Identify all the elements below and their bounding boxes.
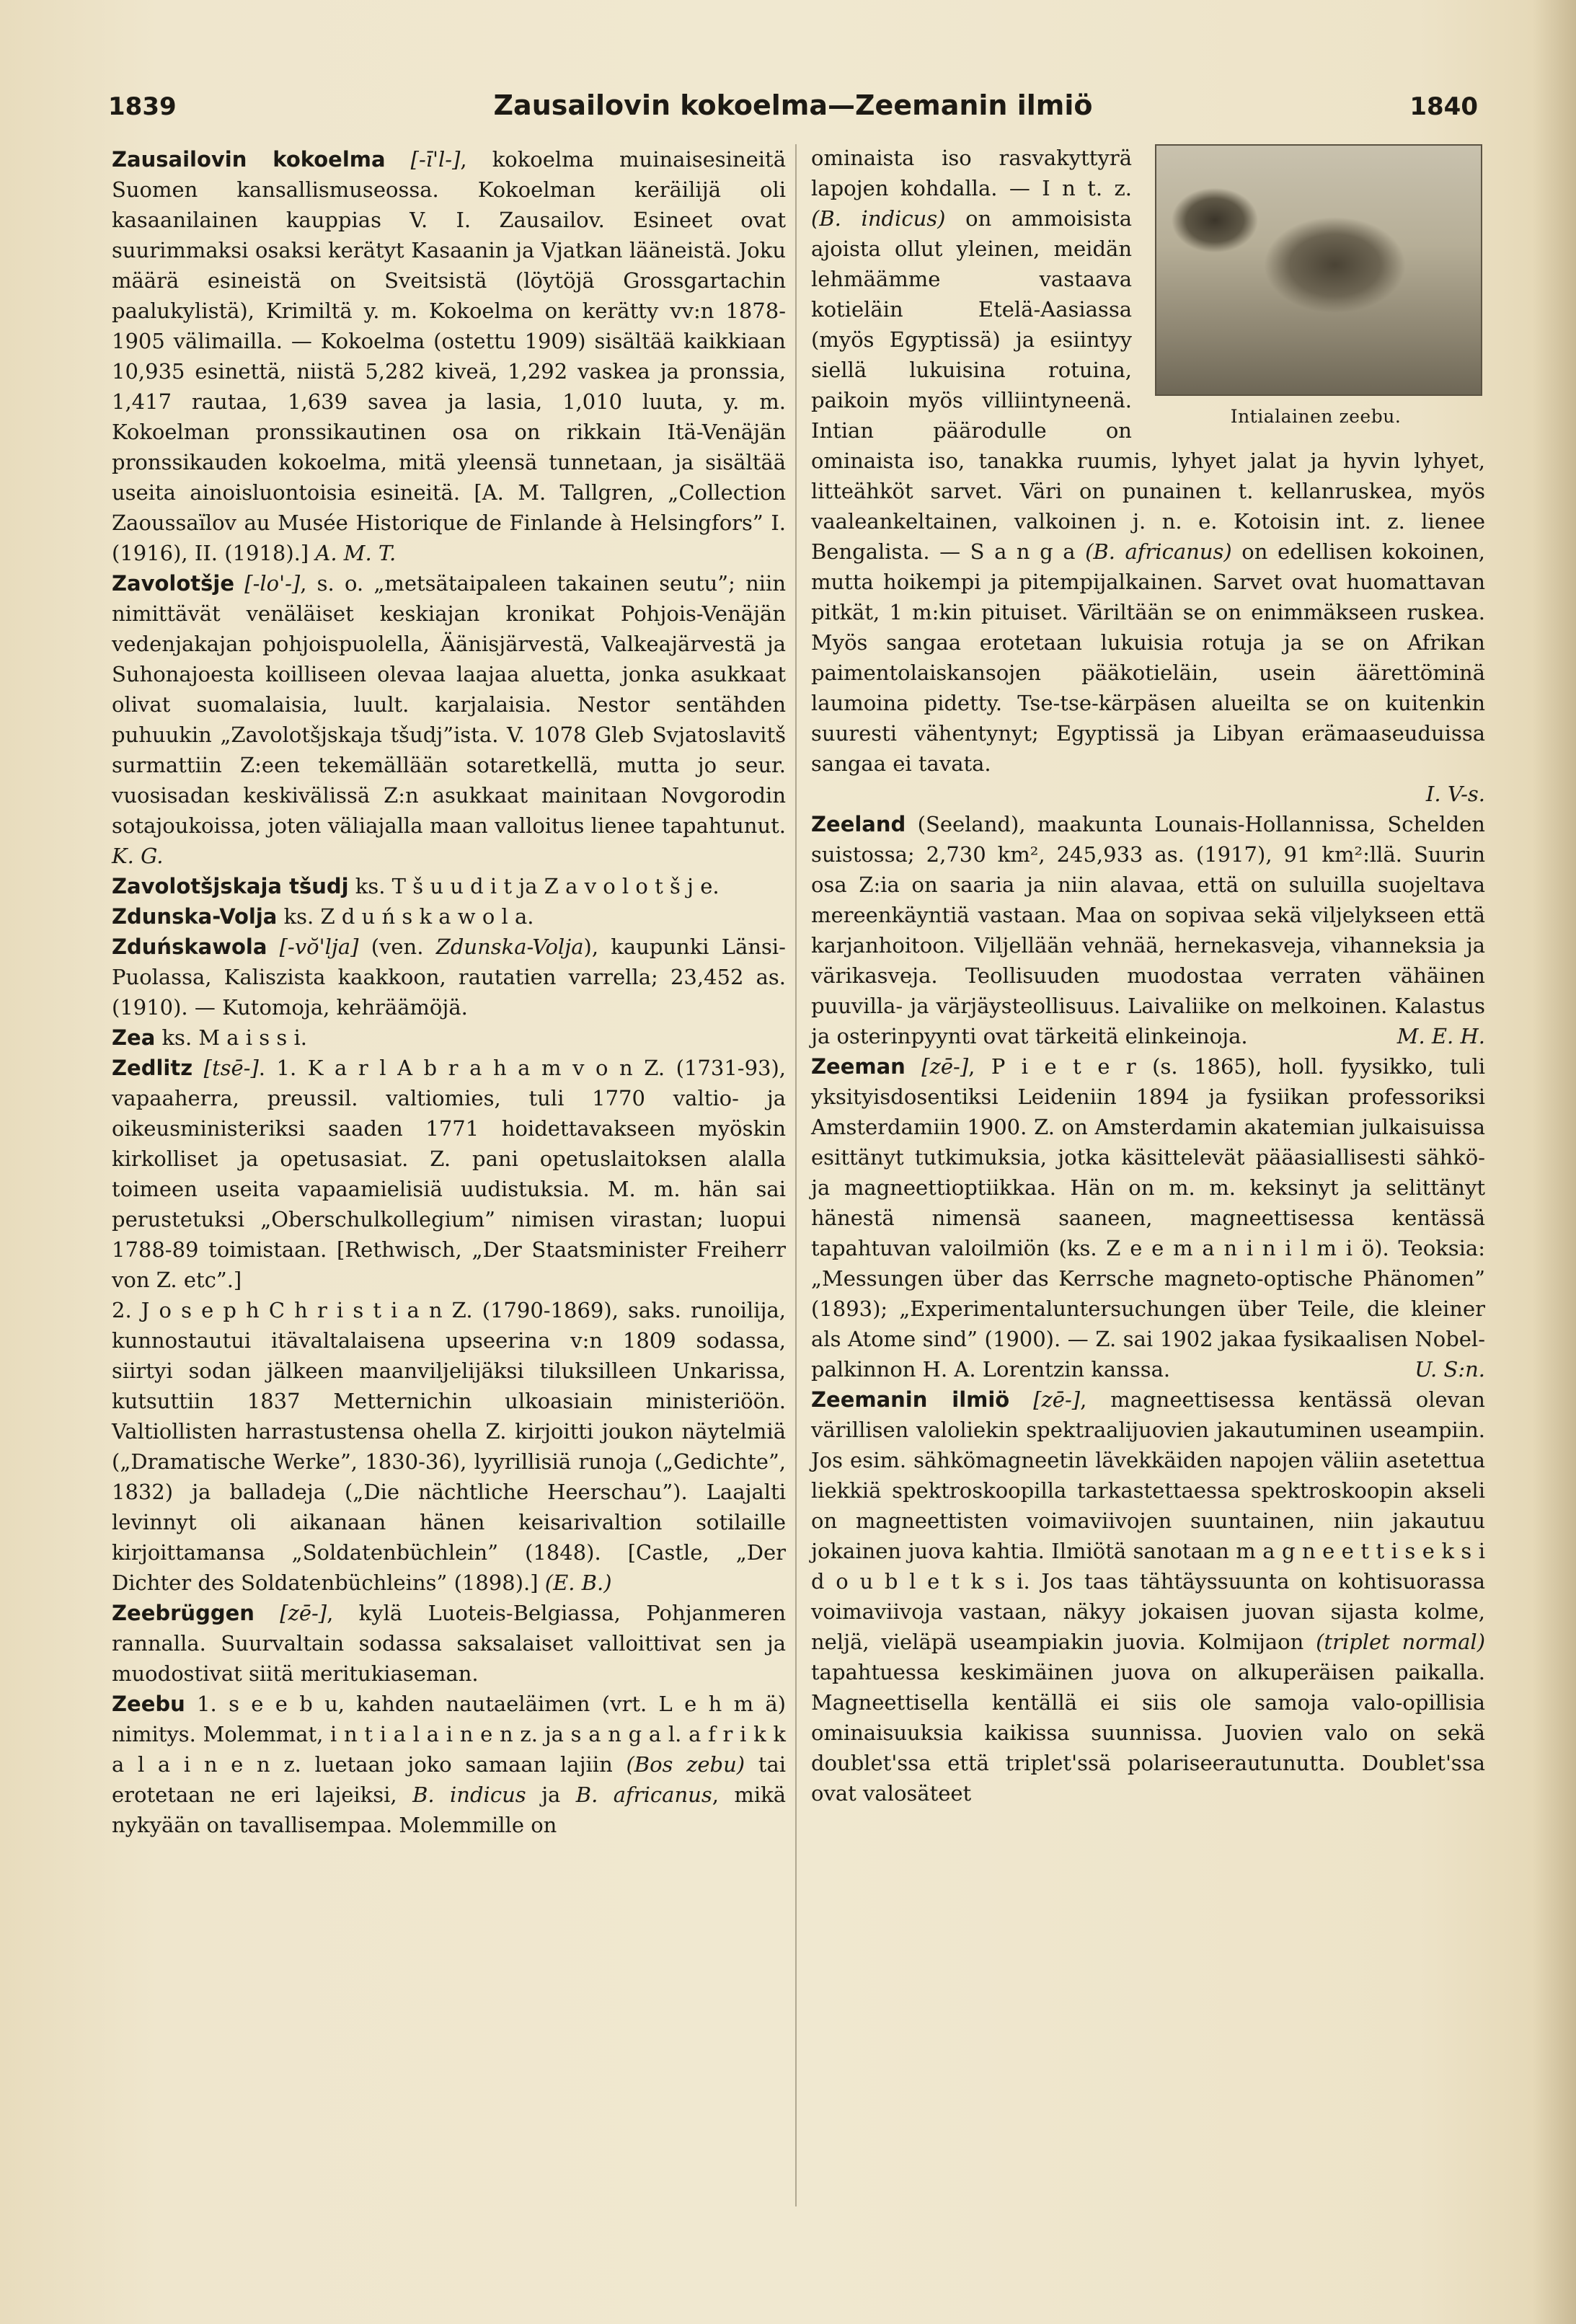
right-column-paragraph: Zeeland (Seeland), maakunta Lounais-Hollannissa, Schelden suistossa; 2,730 km², 245,933 as. (1917), 91 km²:llä. Suurin osa Z:ia on saaria ja niin alavaa, että on suluilla suojeltava mereenkäyntiä vastaan. Maa on sopivaa sekä viljelykseen että karjanhoitoon. Viljellään vehnää, hernekasveja, vihanneksia ja värikasveja. Teollisuuden muodostaa verraten vähäinen puuvilla- ja värjäysteollisuus. Laivaliike on melkoinen. Kalastus ja osterinpyynti ovat tärkeitä elinkeinoja. M. E. H. xyxy=(811,812,1485,1048)
left-column-paragraph: Zeebu 1. s e e b u, kahden nautaeläimen (vrt. L e h m ä) nimitys. Molemmat, i n t i a l a i n e n z. ja s a n g a l. a f r i k k a l a i n e n z. luetaan joko samaan lajiin (Bos zebu) tai erotetaan ne eri lajeiksi, B. indicus ja B. africanus, mikä nykyään on tavallisempaa. Molemmille on xyxy=(112,1692,787,1837)
right-column-paragraph: ominaista iso rasvakyttyrä lapojen kohdalla. — I n t. z. (B. indicus) on ammoisista ajoista ollut yleinen, meidän lehmäämme vastaava kotieläin Etelä-Aasiassa (myös Egyptissä) ja esiintyy siellä lukuisina rotuina, paikoin myös villiintyneenä. Intian päärodulle on ominaista iso, tanakka ruumis, lyhyet jalat ja hyvin lyhyet, litteähköt sarvet. Väri on punainen t. kellanruskea, myös vaaleankeltainen, valkoinen j. n. e. Kotoisin int. z. lienee Bengalista. — S a n g a (B. africanus) on edellisen kokoinen, mutta hoikempi ja pitempijalkainen. Sarvet ovat huomattavan pitkät, 1 m:kin pituiset. Väriltään se on enimmäkseen ruskea. Myös sangaa erotetaan lukuisia rotuja ja se on Afrikan paimentolaiskansojen pääkotieläin, usein äärettöminä laumoina pidetty. Tse-tse-kärpäsen alueilta se on kuitenkin suuresti vähentynyt; Egyptissä ja Libyan erämaaseuduissa sangaa ei tavata. xyxy=(811,146,1486,776)
right-column-paragraph: Zeeman [zē-], P i e t e r (s. 1865), holl. fyysikko, tuli yksityisdosentiksi Leideniin 1894 ja fysiikan professoriksi Amsterdamiin 1900. Z. on Amsterdamin akatemian julkaisuissa esittänyt tutkimuksia, jotka käsittelevät pääasiallisesti sähkö- ja magneettioptiikkaa. Hän on m. m. keksinyt ja selittänyt hänestä nimensä saaneen, magneettisessa kentässä tapahtuvan valoilmiön (ks. Z e e m a n i n i l m i ö). Teoksia: „Messungen über das Kerrsche magneto-optische Phänomen” (1893); „Experimentaluntersuchungen über Teile, die kleiner als Atome sind” (1900). — Z. sai 1902 jakaa fysikaalisen Nobel-palkinnon H. A. Lorentzin kanssa. U. S:n. xyxy=(811,1054,1486,1382)
right-column-paragraph: Zeemanin ilmiö [zē-], magneettisessa kentässä olevan värillisen valoliekin spektraalijuovien jakautuminen useampiin. Jos esim. sähkömagneetin lävekkäiden napojen väliin asetettua liekkiä spektroskoopilla tarkastettaessa spektroskoopin akseli on magneettisten voimaviivojen suuntainen, niin jakautuu jokainen juova kahtia. Ilmiötä sanotaan m a g n e e t t i s e k s i d o u b l e t k s i. Jos taas tähtäyssuunta on kohtisuorassa voimaviivoja vastaan, näkyy jokaisen juovan sijasta kolme, neljä, vieläpä useampiakin juovia. Kolmijaon (triplet normal) tapahtuessa keskimäinen juova on alkuperäisen paikalla. Magneettisella kentällä ei siis ole samoja valo-opillisia ominaisuuksia kaikissa suunnissa. Juovien valo on sekä doublet'ssa että triplet'ssä polariseerautunutta. Doublet'ssa ovat valosäteet xyxy=(811,1387,1486,1806)
left-column-paragraph: Zdunska-Volja ks. Z d u ń s k a w o l a. xyxy=(112,904,534,929)
right-column xyxy=(811,143,1485,1808)
page-number-right: 1840 xyxy=(1409,92,1478,121)
zebu-photo-icon xyxy=(1155,144,1482,396)
left-column-paragraph: Zeebrüggen [zē-], kylä Luoteis-Belgiassa, Pohjanmeren rannalla. Suurvaltain sodassa saksalaiset valloittivat sen ja muodostivat siitä meritukiaseman. xyxy=(112,1601,786,1686)
left-column-paragraph: Zavolotšje [-lo'-], s. o. „metsätaipaleen takainen seutu”; niin nimittävät venäläiset keskiajan kronikat Pohjois-Venäjän vedenjakajan pohjoispuolella, Äänisjärvestä, Valkeajärvestä ja Suhonajoesta koilliseen olevaa laajaa aluetta, jonka asukkaat olivat suomalaisia, luult. karjalaisia. Nestor sentähden puhuukin „Zavolotšjskaja tšudj”ista. V. 1078 Gleb Svjatoslavitš surmattiin Z:een tekemällään sotaretkellä, mutta jo seur. vuosisadan keskivälissä Z:n asukkaat mainitaan Novgorodin sotajoukoissa, joten väliajalla maan valloitus lienee tapahtunut. K. G. xyxy=(112,571,786,868)
right-column-paragraph: I. V-s. xyxy=(1425,782,1485,806)
left-column-paragraph: 2. J o s e p h C h r i s t i a n Z. (1790-1869), saks. runoilija, kunnostautui itävaltalaisena upseerina v:n 1809 sodassa, siirtyi sodan jälkeen maanviljelijäksi tiluksilleen Unkarissa, kutsuttiin 1837 Metternichin ulkoasiain ministeriöön. Valtiollisten harrastustensa ohella Z. kirjoitti joukon näytelmiä („Dramatische Werke”, 1830-36), lyyrillisiä runoja („Gedichte”, 1832) ja balladeja („Die nächtliche Heerschau”). Laajalti levinnyt oli aikanaan hänen keisarivaltion sotilaille kirjoittamansa „Soldatenbüchlein” (1848). [Castle, „Der Dichter des Soldatenbüchleins” (1898).] (E. B.) xyxy=(112,1298,786,1595)
page-number-left: 1839 xyxy=(108,92,177,121)
left-column-paragraph: Zausailovin kokoelma [-ī'l-], kokoelma muinaisesineitä Suomen kansallismuseossa. Kokoelman keräilijä oli kasaanilainen kauppias V. I. Zausailov. Esineet ovat suurimmaksi osaksi kerätyt Kasaanin ja Vjatkan lääneistä. Joku määrä esineistä on Sveitsistä (löytöjä Grossgartachin paalukylistä), Krimiltä y. m. Kokoelma on kerätty vv:n 1878-1905 välimailla. — Kokoelma (ostettu 1909) sisältää kaikkiaan 10,935 esinettä, niistä 5,282 kiveä, 1,292 vaskea ja pronssia, 1,417 rautaa, 1,639 savea ja lasia, 1,010 luuta, y. m. Kokoelman pronssikautinen osa on rikkain Itä-Venäjän pronssikauden kokoelma, mitä yleensä tunnetaan, ja sisältää useita ainoisluontoisia esineitä. [A. M. Tallgren, „Collection Zaoussaïlov au Musée Historique de Finlande à Helsingfors” I. (1916), II. (1918).] A. M. T. xyxy=(112,147,786,565)
left-column-paragraph: Zea ks. M a i s s i. xyxy=(112,1025,307,1050)
left-column xyxy=(112,144,786,1840)
left-column-paragraph: Zedlitz [tsē-]. 1. K a r l A b r a h a m v o n Z. (1731-93), vapaaherra, preussil. valtiomies, tuli 1770 valtio- ja oikeusministeriksi saaden 1771 hoidettavakseen myöskin kirkolliset ja opetusasiat. Z. pani opetuslaitoksen alalla toimeen useita vapaamielisiä uudistuksia. M. m. hän sai perustetuksi „Oberschulkollegium” nimisen virastan; luopui 1788-89 toimistaan. [Rethwisch, „Der Staatsminister Freiherr von Z. etc”.] xyxy=(112,1056,787,1292)
page-header xyxy=(108,85,1478,128)
column-divider xyxy=(795,144,797,2206)
running-title: Zausailovin kokoelma—Zeemanin ilmiö xyxy=(493,89,1093,121)
left-column-paragraph: Zduńskawola [-vŏ'lja] (ven. Zdunska-Volja), kaupunki Länsi-Puolassa, Kaliszista kaakkoon, rautatien varrella; 23,452 as. (1910). — Kutomoja, kehräämöjä. xyxy=(112,935,786,1020)
left-column-paragraph: Zavolotšjskaja tšudj ks. T š u u d i t ja Z a v o l o t š j e. xyxy=(112,874,720,898)
figure-caption: Intialainen zeebu. xyxy=(1230,406,1402,427)
zebu-figure xyxy=(1146,144,1485,433)
page-edge-shadow xyxy=(1533,0,1576,2324)
